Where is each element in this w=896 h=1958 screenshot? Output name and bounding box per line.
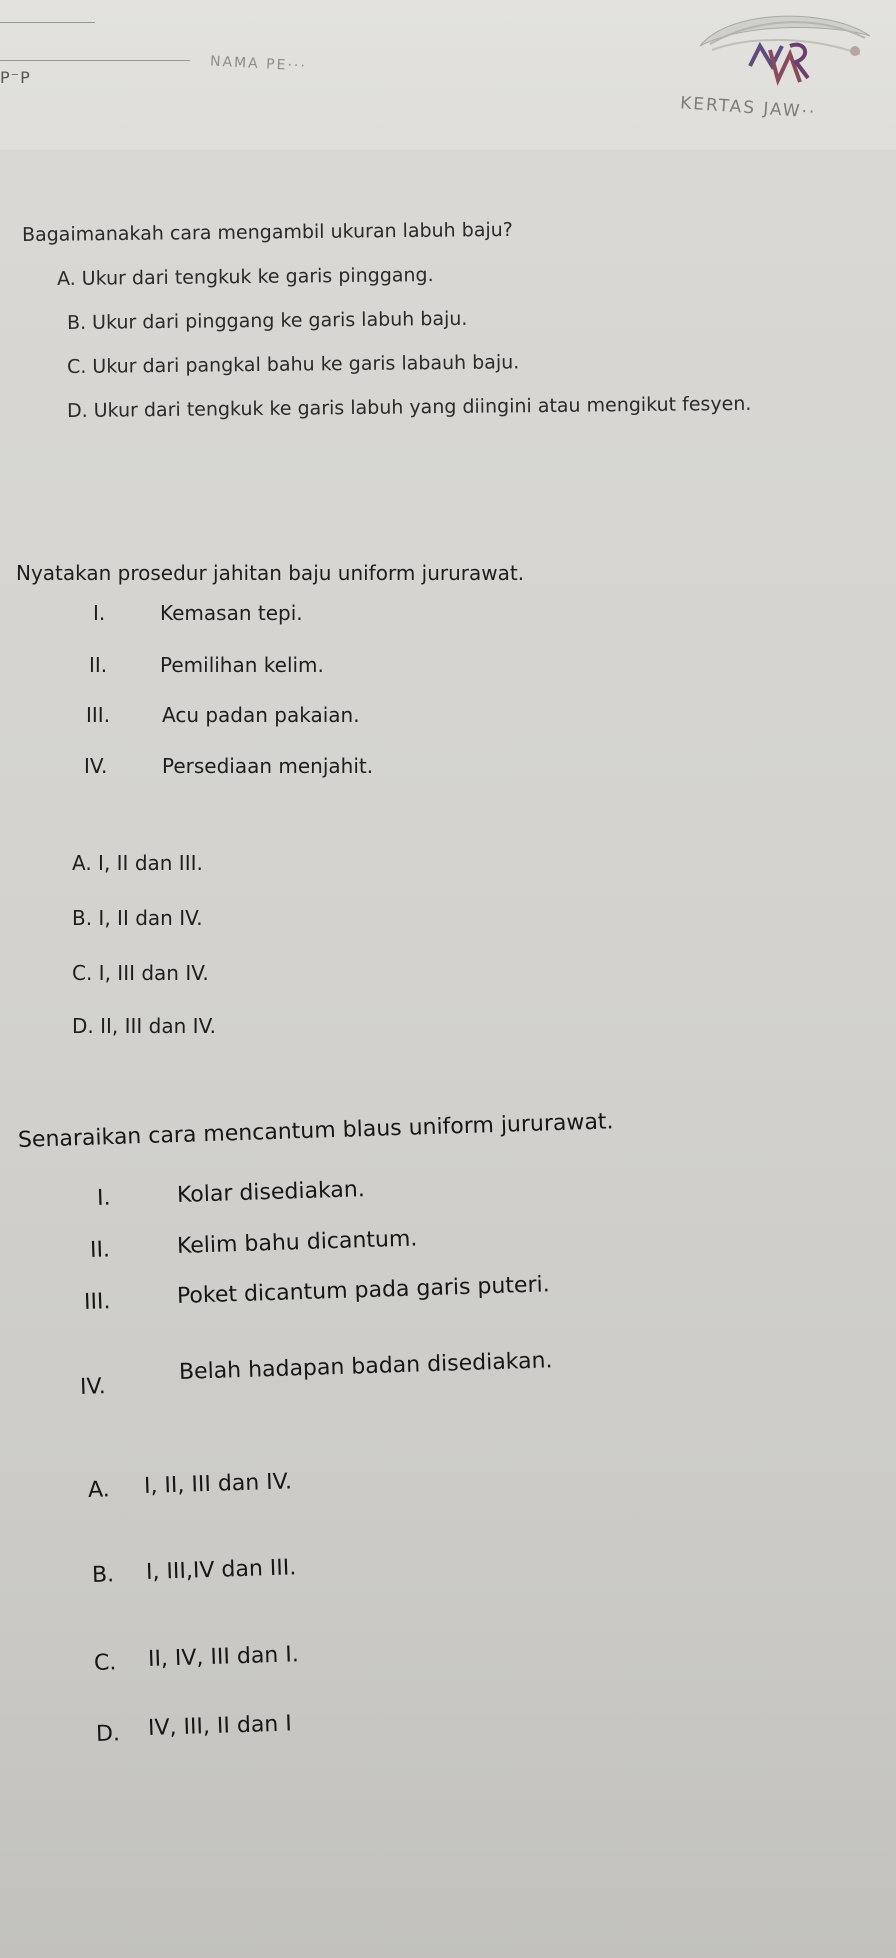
- q3-statement-num: IV.: [79, 1374, 107, 1400]
- q3-option-a-letter: A.: [87, 1477, 111, 1503]
- q2-statement-text: Acu padan pakaian.: [162, 703, 360, 727]
- q2-option-a: A. I, II dan III.: [72, 851, 203, 875]
- q3-option-b-letter: B.: [91, 1562, 115, 1588]
- q3-statement-num: I.: [96, 1185, 111, 1211]
- q2-statement-text: Pemilihan kelim.: [160, 653, 324, 677]
- q3-statement-num: II.: [89, 1237, 111, 1263]
- page-marker: P⁻P: [0, 68, 31, 87]
- q3-statement-text: Kelim bahu dicantum.: [176, 1226, 418, 1259]
- question-3-prompt: Senaraikan cara mencantum blaus uniform jururawat.: [17, 1109, 614, 1153]
- question-1-prompt: Bagaimanakah cara mengambil ukuran labuh baju?: [21, 218, 513, 246]
- q2-statement-text: Kemasan tepi.: [160, 601, 303, 625]
- q2-statement-num: II.: [89, 653, 108, 677]
- name-label: NAMA PE···: [209, 53, 308, 75]
- q3-statement-text: Kolar disediakan.: [176, 1177, 366, 1208]
- q3-statement-text: Belah hadapan badan disediakan.: [178, 1348, 553, 1385]
- q3-option-a-text: I, II, III dan IV.: [143, 1469, 293, 1499]
- header-rule: [0, 22, 95, 23]
- q1-option-c: C. Ukur dari pangkal bahu ke garis labauh baju.: [66, 351, 520, 378]
- q1-option-d: D. Ukur dari tengkuk ke garis labuh yang diingini atau mengikut fesyen.: [66, 392, 752, 422]
- q2-statement-num: IV.: [84, 754, 108, 778]
- q3-option-d-text: IV, III, II dan I: [147, 1711, 293, 1741]
- q3-option-d-letter: D.: [95, 1721, 121, 1747]
- q2-statement-text: Persediaan menjahit.: [162, 754, 374, 778]
- q2-statement-num: III.: [86, 703, 111, 727]
- school-logo: [690, 6, 880, 106]
- q3-option-c-letter: C.: [93, 1650, 117, 1676]
- q1-option-b: B. Ukur dari pinggang ke garis labuh baju.: [66, 307, 468, 334]
- paper-label: KERTAS JAW··: [679, 93, 817, 123]
- q3-option-c-text: II, IV, III dan I.: [147, 1642, 300, 1672]
- q3-statement-num: III.: [83, 1289, 111, 1315]
- q2-option-c: C. I, III dan IV.: [72, 961, 209, 985]
- q2-option-d: D. II, III dan IV.: [72, 1014, 217, 1038]
- q1-option-a: A. Ukur dari tengkuk ke garis pinggang.: [56, 264, 434, 290]
- q3-option-b-text: I, III,IV dan III.: [145, 1555, 297, 1585]
- q3-statement-text: Poket dicantum pada garis puteri.: [176, 1272, 551, 1309]
- q2-statement-num: I.: [93, 601, 106, 625]
- question-2-prompt: Nyatakan prosedur jahitan baju uniform jururawat.: [16, 561, 525, 585]
- q2-option-b: B. I, II dan IV.: [72, 906, 203, 930]
- header-rule: [0, 60, 190, 61]
